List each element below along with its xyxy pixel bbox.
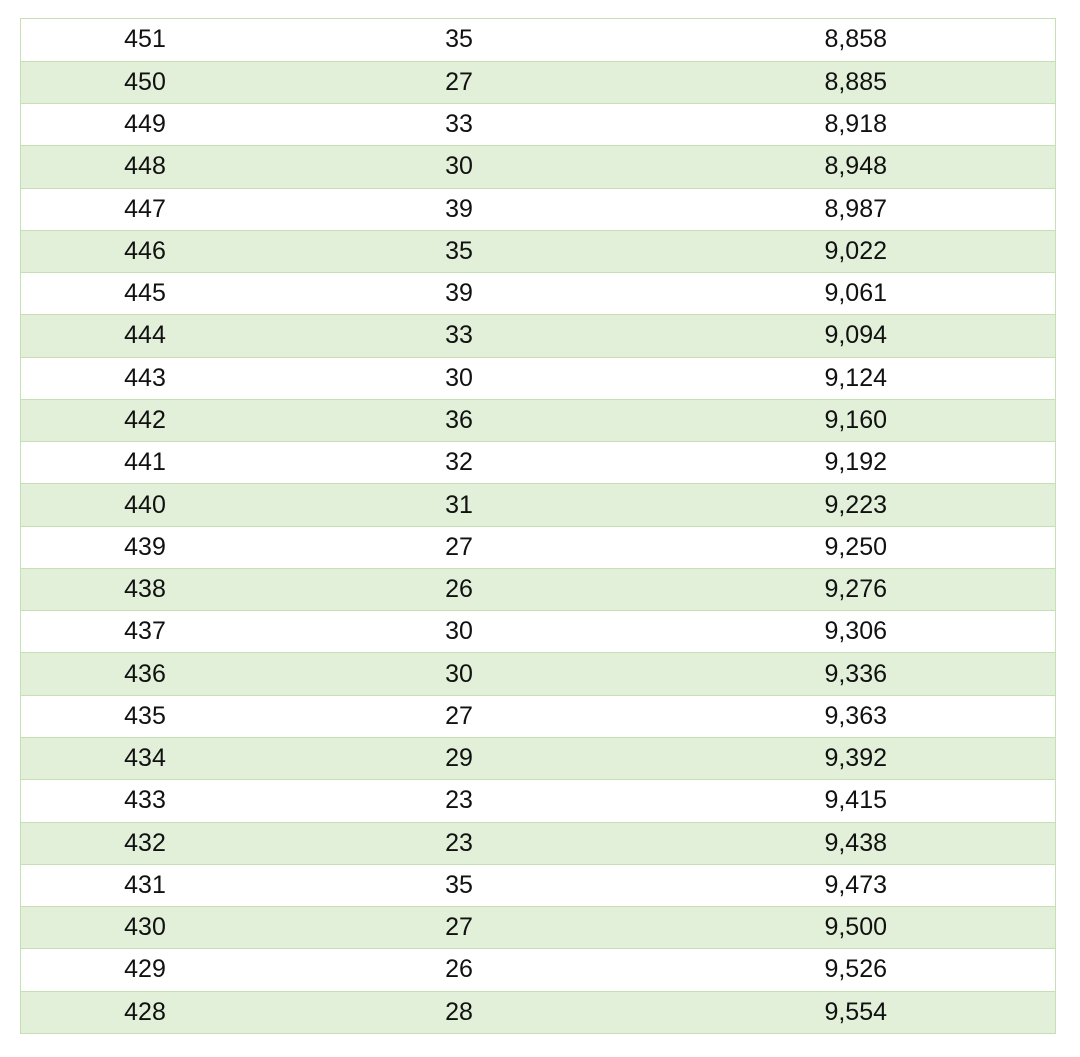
table-row [21,695,1055,737]
cell-col-1: 436 [21,653,269,695]
table-row [21,907,1055,949]
cell-col-3: 9,124 [649,357,1055,399]
cell-col-1: 443 [21,357,269,399]
table-row [21,738,1055,780]
cell-col-1: 440 [21,484,269,526]
cell-col-3: 9,223 [649,484,1055,526]
cell-col-2: 30 [269,357,649,399]
cell-col-3: 9,094 [649,315,1055,357]
data-table-container [20,18,1056,1034]
cell-col-1: 448 [21,146,269,188]
table-row [21,104,1055,146]
cell-col-3: 8,858 [824,25,887,54]
table-row [21,19,1055,61]
cell-col-2: 26 [269,949,649,991]
cell-col-2: 29 [269,738,649,780]
table-row [21,146,1055,188]
cell-col-3: 9,061 [649,273,1055,315]
cell-col-3: 9,160 [649,399,1055,441]
cell-col-1: 447 [21,188,269,230]
cell-col-3: 9,336 [649,653,1055,695]
cell-col-1: 430 [21,907,269,949]
cell-col-3: 9,392 [649,738,1055,780]
cell-col-2: 33 [269,104,649,146]
cell-col-2: 27 [269,695,649,737]
table-row [21,357,1055,399]
cell-col-1: 437 [21,611,269,653]
cell-col-2: 33 [269,315,649,357]
cell-col-2: 36 [269,399,649,441]
cell-col-2: 39 [269,273,649,315]
cell-col-2: 35 [269,864,649,906]
table-row [21,188,1055,230]
cell-col-1: 435 [21,695,269,737]
cell-col-1: 432 [21,822,269,864]
cell-col-3: 9,363 [649,695,1055,737]
cell-col-3: 9,554 [649,991,1055,1033]
cell-col-3: 8,885 [649,61,1055,103]
cell-col-1: 444 [21,315,269,357]
table-row [21,611,1055,653]
cell-col-1: 431 [21,864,269,906]
cell-col-1: 446 [21,230,269,272]
cell-col-1: 439 [21,526,269,568]
cell-col-2: 27 [269,61,649,103]
cell-col-2: 35 [269,230,649,272]
table-row [21,273,1055,315]
cell-col-2: 27 [269,907,649,949]
table-row [21,399,1055,441]
cell-col-3: 9,438 [649,822,1055,864]
cell-col-2: 35 [445,25,473,54]
cell-col-3: 9,306 [649,611,1055,653]
table-row [21,991,1055,1033]
table-row [21,442,1055,484]
cell-col-2: 30 [269,653,649,695]
table-body [21,19,1055,1033]
cell-col-3: 9,276 [649,568,1055,610]
cell-col-2: 30 [269,146,649,188]
cell-col-3: 9,500 [649,907,1055,949]
cell-col-1: 434 [21,738,269,780]
cell-col-2: 23 [269,822,649,864]
cell-col-3: 8,918 [649,104,1055,146]
table-row [21,949,1055,991]
table-row [21,315,1055,357]
cell-col-2: 27 [269,526,649,568]
table-row [21,864,1055,906]
cell-col-2: 30 [269,611,649,653]
cell-col-3: 9,022 [649,230,1055,272]
cell-col-3: 8,987 [649,188,1055,230]
cell-col-2: 39 [269,188,649,230]
cell-col-1: 445 [21,273,269,315]
cell-col-1: 438 [21,568,269,610]
cell-col-1: 451 [124,25,166,54]
cell-col-1: 429 [21,949,269,991]
cell-col-3: 9,526 [649,949,1055,991]
cell-col-1: 433 [21,780,269,822]
cell-col-2: 31 [269,484,649,526]
cell-col-3: 9,415 [649,780,1055,822]
cell-col-1: 441 [21,442,269,484]
cell-col-1: 428 [21,991,269,1033]
data-table [21,19,1055,1033]
cell-col-1: 449 [21,104,269,146]
cell-col-2: 23 [269,780,649,822]
cell-col-2: 32 [269,442,649,484]
table-row [21,780,1055,822]
cell-col-1: 450 [21,61,269,103]
table-row [21,653,1055,695]
table-row [21,61,1055,103]
table-row [21,230,1055,272]
cell-col-2: 28 [269,991,649,1033]
table-row [21,526,1055,568]
cell-col-3: 9,192 [649,442,1055,484]
table-row [21,822,1055,864]
cell-col-3: 8,948 [649,146,1055,188]
table-row [21,484,1055,526]
cell-col-3: 9,473 [649,864,1055,906]
cell-col-3: 9,250 [649,526,1055,568]
cell-col-1: 442 [21,399,269,441]
cell-col-2: 26 [269,568,649,610]
table-row [21,568,1055,610]
